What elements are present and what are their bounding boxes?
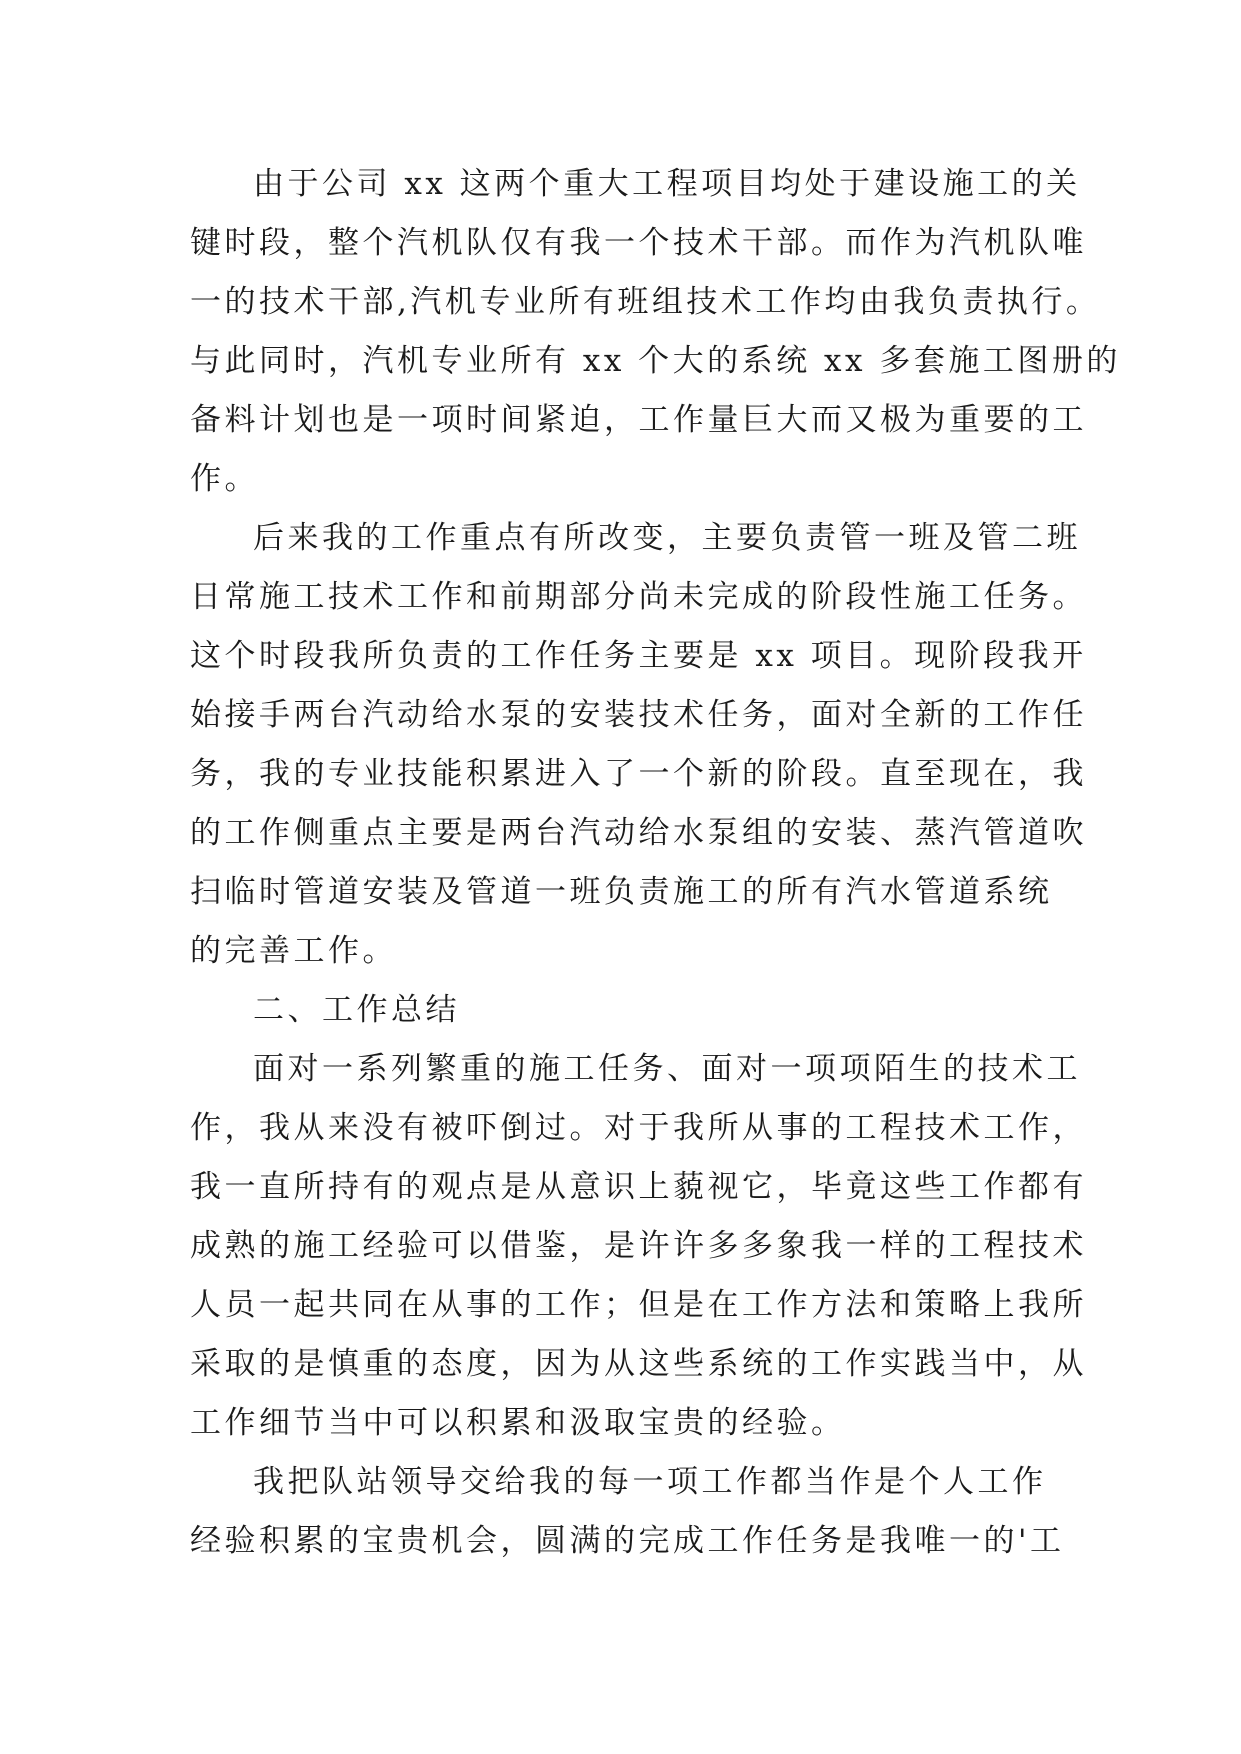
text-line: 面对一系列繁重的施工任务、面对一项项陌生的技术工 [253,1051,1081,1087]
text-line: 作，我从来没有被吓倒过。对于我所从事的工程技术工作， [190,1110,1087,1146]
text-line: 工作细节当中可以积累和汲取宝贵的经验。 [190,1405,846,1441]
text-line: 采取的是慎重的态度，因为从这些系统的工作实践当中，从 [190,1346,1087,1382]
text-line: 务，我的专业技能积累进入了一个新的阶段。直至现在，我 [190,756,1087,792]
text-line: 键时段，整个汽机队仅有我一个技术干部。而作为汽机队唯 [190,225,1087,261]
text-line: 我一直所持有的观点是从意识上藐视它，毕竟这些工作都有 [190,1169,1087,1205]
text-line: 我把队站领导交给我的每一项工作都当作是个人工作 [253,1464,1047,1500]
text-line: 这个时段我所负责的工作任务主要是 xx 项目。现阶段我开 [190,638,1087,674]
text-line: 备料计划也是一项时间紧迫，工作量巨大而又极为重要的工 [190,402,1087,438]
text-line: 日常施工技术工作和前期部分尚未完成的阶段性施工任务。 [190,579,1087,615]
text-line: 扫临时管道安装及管道一班负责施工的所有汽水管道系统 [190,874,1053,910]
text-line: 后来我的工作重点有所改变，主要负责管一班及管二班 [253,520,1081,556]
text-line: 由于公司 xx 这两个重大工程项目均处于建设施工的关 [253,166,1081,202]
text-line: 人员一起共同在从事的工作；但是在工作方法和策略上我所 [190,1287,1087,1323]
text-line: 的工作侧重点主要是两台汽动给水泵组的安装、蒸汽管道吹 [190,815,1087,851]
text-line: 成熟的施工经验可以借鉴，是许许多多象我一样的工程技术 [190,1228,1087,1264]
text-line: 的完善工作。 [190,933,397,969]
text-line: 作。 [190,461,259,497]
section-heading: 二、工作总结 [253,992,460,1028]
text-line: 经验积累的宝贵机会，圆满的完成工作任务是我唯一的'工 [190,1523,1065,1559]
text-line: 一的技术干部,汽机专业所有班组技术工作均由我负责执行。 [190,284,1101,320]
text-line: 与此同时，汽机专业所有 xx 个大的系统 xx 多套施工图册的 [190,343,1121,379]
text-line: 始接手两台汽动给水泵的安装技术任务，面对全新的工作任 [190,697,1087,733]
